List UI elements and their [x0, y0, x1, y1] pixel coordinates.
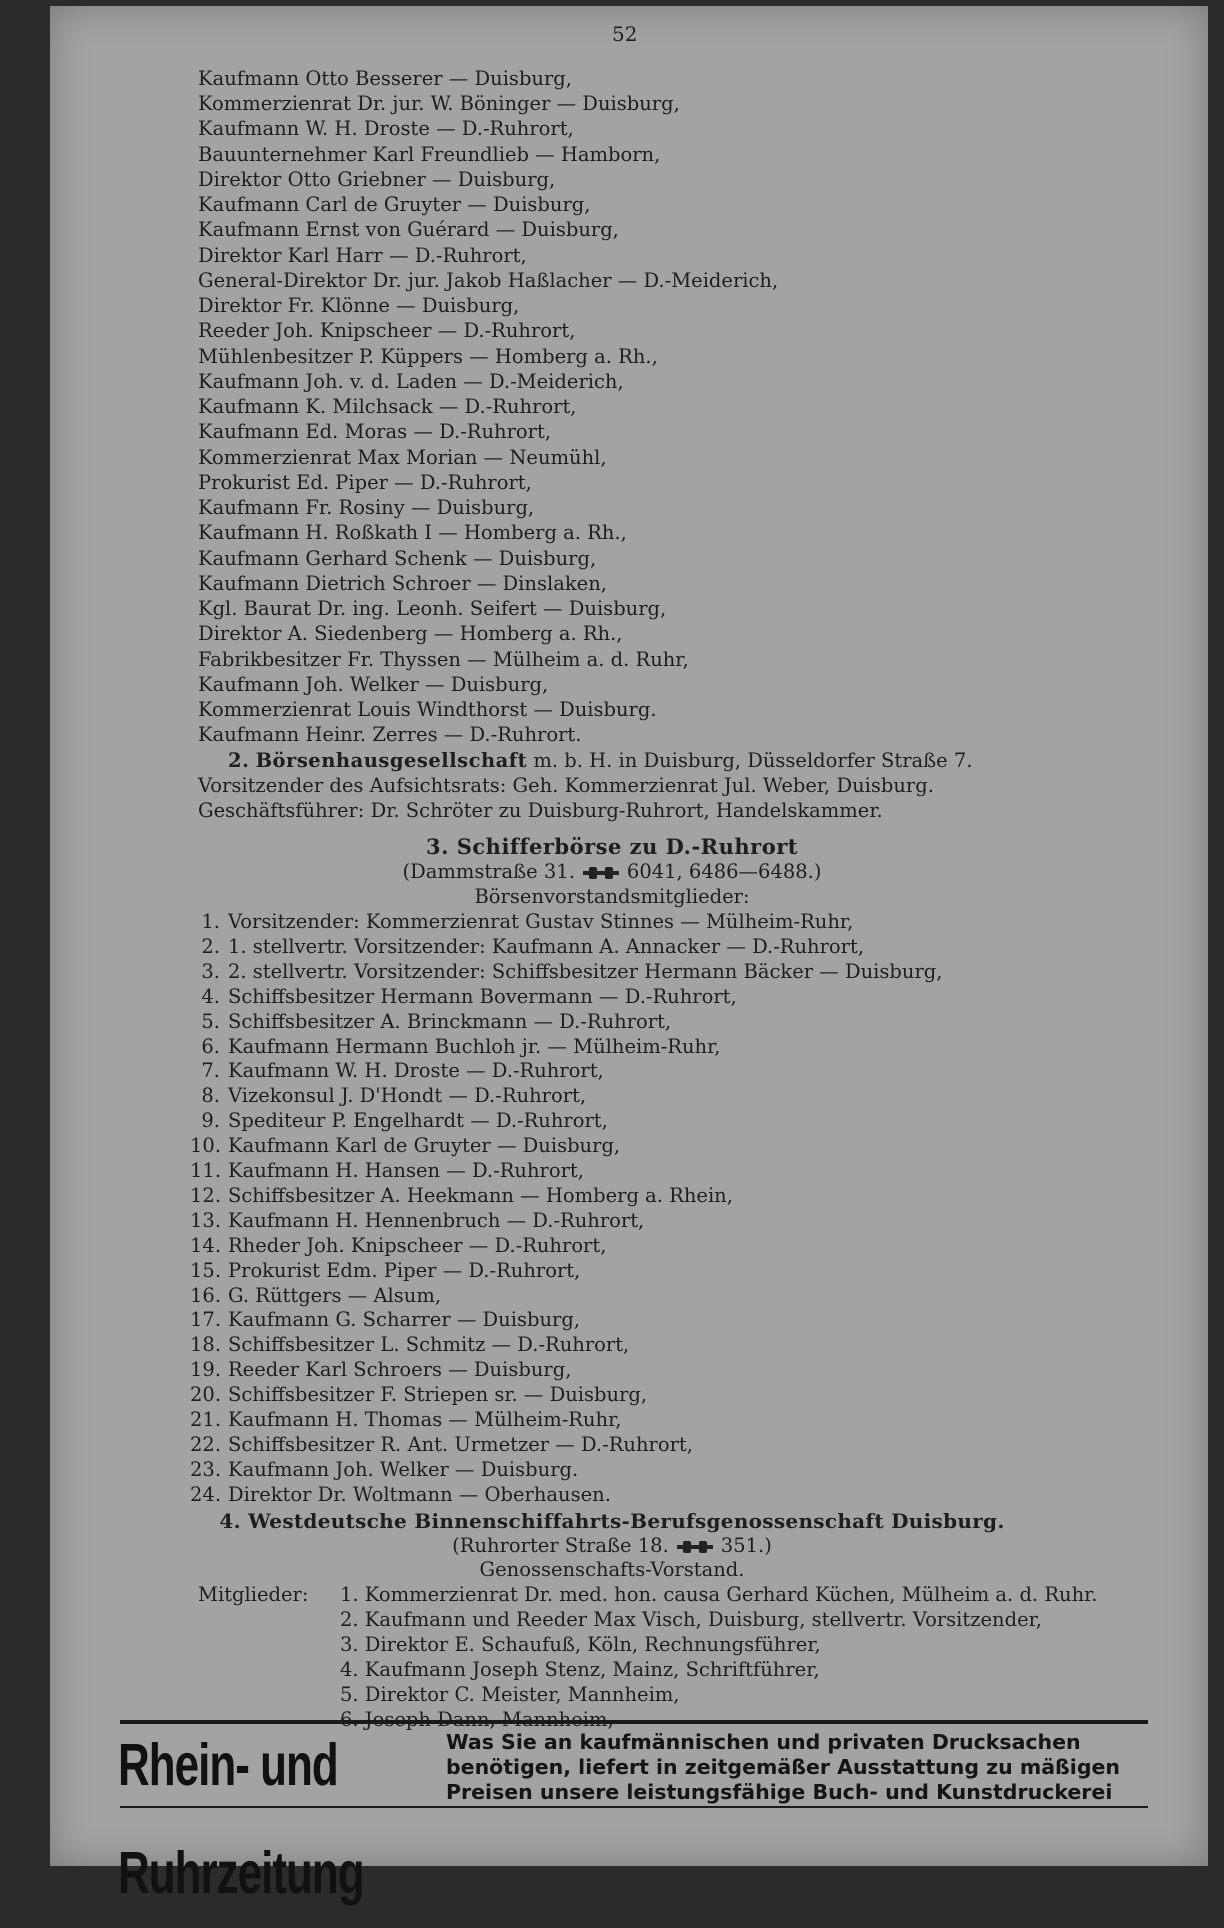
item-text: Vizekonsul J. D'Hondt — D.-Ruhrort, [228, 1084, 587, 1107]
list-item: 4. Kaufmann Joseph Stenz, Mainz, Schriftführer, [340, 1658, 820, 1681]
list-item: Fabrikbesitzer Fr. Thyssen — Mülheim a. d. Ruhr, [198, 648, 689, 671]
list-item [190, 1159, 584, 1183]
list-item: Bauunternehmer Karl Freundlieb — Hamborn, [198, 143, 661, 166]
item-text: Kaufmann G. Scharrer — Duisburg, [228, 1308, 581, 1331]
item-number: 23. [190, 1458, 222, 1481]
ad-text [446, 1730, 1151, 1805]
item-number: 21. [190, 1408, 222, 1431]
list-item: Direktor A. Siedenberg — Homberg a. Rh., [198, 622, 623, 645]
item-text: Rheder Joh. Knipscheer — D.-Ruhrort, [228, 1234, 607, 1257]
item-text: G. Rüttgers — Alsum, [228, 1284, 442, 1307]
item-text: Schiffsbesitzer A. Heekmann — Homberg a. Rhein, [228, 1184, 733, 1207]
list-item: Kaufmann K. Milchsack — D.-Ruhrort, [198, 395, 577, 418]
item-text: Kaufmann Karl de Gruyter — Duisburg, [228, 1134, 621, 1157]
list-item [190, 1408, 622, 1432]
item-number: 22. [190, 1433, 222, 1456]
item-text: Direktor Dr. Woltmann — Oberhausen. [228, 1483, 611, 1506]
list-item [190, 1333, 629, 1357]
item-text: Schiffsbesitzer R. Ant. Urmetzer — D.-Ruhrort, [228, 1433, 693, 1456]
list-item: 6. Joseph Dann, Mannheim, [340, 1708, 614, 1731]
list-item [190, 1084, 586, 1108]
item-number: 20. [190, 1383, 222, 1406]
item-number: 18. [190, 1333, 222, 1356]
item-number: 4. [201, 985, 220, 1008]
ad-brand-logo: Rhein- und Ruhrzeitung [118, 1732, 364, 1907]
ad-line: benötigen, liefert in zeitgemäßer Ausstattung zu mäßigen [446, 1755, 1120, 1779]
list-item [190, 1234, 606, 1258]
section-3-phone: 6041, 6486—6488.) [626, 860, 822, 883]
list-item: Kaufmann H. Roßkath I — Homberg a. Rh., [198, 521, 627, 544]
item-text: Kaufmann H. Hennenbruch — D.-Ruhrort, [228, 1209, 645, 1232]
list-item [190, 1433, 693, 1457]
list-item [190, 1308, 580, 1332]
item-text: Schiffsbesitzer A. Brinckmann — D.-Ruhrort, [228, 1010, 672, 1033]
item-number: 5. [201, 1010, 220, 1033]
list-item: Kaufmann Otto Besserer — Duisburg, [198, 67, 572, 90]
item-number: 19. [190, 1358, 222, 1381]
list-item [190, 1284, 441, 1308]
list-item: 5. Direktor C. Meister, Mannheim, [340, 1683, 680, 1706]
list-item [190, 1134, 620, 1158]
item-text: Reeder Karl Schroers — Duisburg, [228, 1358, 572, 1381]
list-item [190, 1483, 611, 1507]
list-item: Kaufmann Joh. v. d. Laden — D.-Meiderich, [198, 370, 624, 393]
section-3-street: (Dammstraße 31. [402, 860, 575, 883]
item-text: Kaufmann Joh. Welker — Duisburg. [228, 1458, 579, 1481]
page-number: 52 [612, 22, 638, 46]
list-item: Kaufmann Carl de Gruyter — Duisburg, [198, 193, 591, 216]
item-text: 2. stellvertr. Vorsitzender: Schiffsbesitzer Hermann Bäcker — Duisburg, [228, 960, 943, 983]
section-3-title: 3. Schifferbörse zu D.-Ruhrort [426, 834, 798, 859]
section-2-manager: Geschäftsführer: Dr. Schröter zu Duisburg-Ruhrort, Handelskammer. [198, 799, 883, 822]
item-text: Schiffsbesitzer L. Schmitz — D.-Ruhrort, [228, 1333, 630, 1356]
list-item [190, 1010, 671, 1034]
list-item: Kaufmann Gerhard Schenk — Duisburg, [198, 547, 597, 570]
section-3-address [0, 860, 1224, 884]
ad-line: Was Sie an kaufmännischen und privaten Drucksachen [446, 1730, 1081, 1754]
section-2-heading [228, 749, 973, 773]
item-number: 3. [201, 960, 220, 983]
list-item: Kaufmann Dietrich Schroer — Dinslaken, [198, 572, 607, 595]
list-item: 1. Kommerzienrat Dr. med. hon. causa Gerhard Küchen, Mülheim a. d. Ruhr. [340, 1583, 1098, 1606]
list-item [190, 1184, 733, 1208]
item-number: 2. [201, 935, 220, 958]
list-item [190, 910, 853, 934]
list-item: Kaufmann Joh. Welker — Duisburg, [198, 673, 549, 696]
section-2-chairman: Vorsitzender des Aufsichtsrats: Geh. Kommerzienrat Jul. Weber, Duisburg. [198, 774, 934, 797]
item-number: 24. [190, 1483, 222, 1506]
telephone-icon [583, 867, 619, 879]
section-4-address [0, 1534, 1224, 1558]
list-item: Kommerzienrat Louis Windthorst — Duisburg. [198, 698, 657, 721]
item-number: 9. [201, 1109, 220, 1132]
item-text: 1. stellvertr. Vorsitzender: Kaufmann A. Annacker — D.-Ruhrort, [228, 935, 865, 958]
list-item: General-Direktor Dr. jur. Jakob Haßlacher — D.-Meiderich, [198, 269, 779, 292]
item-number: 11. [190, 1159, 222, 1182]
item-number: 13. [190, 1209, 222, 1232]
section-2-number: 2. [228, 749, 250, 772]
telephone-icon [677, 1541, 713, 1553]
list-item [190, 1035, 720, 1059]
section-4-subhead: Genossenschafts-Vorstand. [479, 1558, 745, 1581]
item-number: 17. [190, 1308, 222, 1331]
ad-bottom-rule [120, 1806, 1148, 1808]
section-2-address: m. b. H. in Duisburg, Düsseldorfer Straße 7. [527, 749, 973, 772]
list-item: 2. Kaufmann und Reeder Max Visch, Duisburg, stellvertr. Vorsitzender, [340, 1608, 1042, 1631]
list-item: Direktor Karl Harr — D.-Ruhrort, [198, 244, 527, 267]
list-item: Kommerzienrat Max Morian — Neumühl, [198, 446, 607, 469]
list-item: Kaufmann Ernst von Guérard — Duisburg, [198, 218, 619, 241]
item-text: Vorsitzender: Kommerzienrat Gustav Stinnes — Mülheim-Ruhr, [228, 910, 854, 933]
list-item: 3. Direktor E. Schaufuß, Köln, Rechnungsführer, [340, 1633, 821, 1656]
list-item [190, 1458, 578, 1482]
list-item: Kgl. Baurat Dr. ing. Leonh. Seifert — Duisburg, [198, 597, 667, 620]
list-item: Direktor Otto Griebner — Duisburg, [198, 168, 556, 191]
item-text: Kaufmann W. H. Droste — D.-Ruhrort, [228, 1059, 604, 1082]
list-item [190, 1259, 580, 1283]
list-item [190, 1209, 644, 1233]
item-number: 8. [201, 1084, 220, 1107]
section-3-subhead: Börsenvorstandsmitglieder: [474, 885, 750, 908]
section-4-phone: 351.) [720, 1534, 772, 1557]
item-number: 1. [201, 910, 220, 933]
item-text: Schiffsbesitzer Hermann Bovermann — D.-Ruhrort, [228, 985, 737, 1008]
list-item [190, 985, 737, 1009]
ad-line: Preisen unsere leistungsfähige Buch- und Kunstdruckerei [446, 1780, 1113, 1804]
item-number: 14. [190, 1234, 222, 1257]
list-item: Mühlenbesitzer P. Küppers — Homberg a. Rh., [198, 345, 658, 368]
item-text: Kaufmann Hermann Buchloh jr. — Mülheim-Ruhr, [228, 1035, 721, 1058]
item-number: 7. [201, 1059, 220, 1082]
section-4-title: 4. Westdeutsche Binnenschiffahrts-Berufsgenossenschaft Duisburg. [219, 1509, 1005, 1533]
item-text: Prokurist Edm. Piper — D.-Ruhrort, [228, 1259, 581, 1282]
item-text: Spediteur P. Engelhardt — D.-Ruhrort, [228, 1109, 608, 1132]
item-text: Schiffsbesitzer F. Striepen sr. — Duisburg, [228, 1383, 648, 1406]
list-item: Kaufmann Fr. Rosiny — Duisburg, [198, 496, 535, 519]
list-item: Kommerzienrat Dr. jur. W. Böninger — Duisburg, [198, 92, 680, 115]
list-item: Kaufmann Heinr. Zerres — D.-Ruhrort. [198, 723, 582, 746]
section-4-street: (Ruhrorter Straße 18. [452, 1534, 669, 1557]
item-number: 12. [190, 1184, 222, 1207]
list-item [190, 1383, 647, 1407]
list-item: Kaufmann W. H. Droste — D.-Ruhrort, [198, 117, 574, 140]
item-number: 6. [201, 1035, 220, 1058]
list-item [190, 935, 864, 959]
list-item [190, 1109, 608, 1133]
list-item [190, 1059, 604, 1083]
item-text: Kaufmann H. Hansen — D.-Ruhrort, [228, 1159, 584, 1182]
list-item [190, 1358, 571, 1382]
item-text: Kaufmann H. Thomas — Mülheim-Ruhr, [228, 1408, 622, 1431]
list-item: Kaufmann Ed. Moras — D.-Ruhrort, [198, 420, 552, 443]
list-item: Prokurist Ed. Piper — D.-Ruhrort, [198, 471, 532, 494]
list-item: Reeder Joh. Knipscheer — D.-Ruhrort, [198, 319, 576, 342]
item-number: 15. [190, 1259, 222, 1282]
list-item [190, 960, 942, 984]
section-4-members-label: Mitglieder: [198, 1583, 309, 1606]
item-number: 16. [190, 1284, 222, 1307]
section-2-title: Börsenhausgesellschaft [255, 749, 528, 772]
list-item: Direktor Fr. Klönne — Duisburg, [198, 294, 520, 317]
item-number: 10. [190, 1134, 222, 1157]
